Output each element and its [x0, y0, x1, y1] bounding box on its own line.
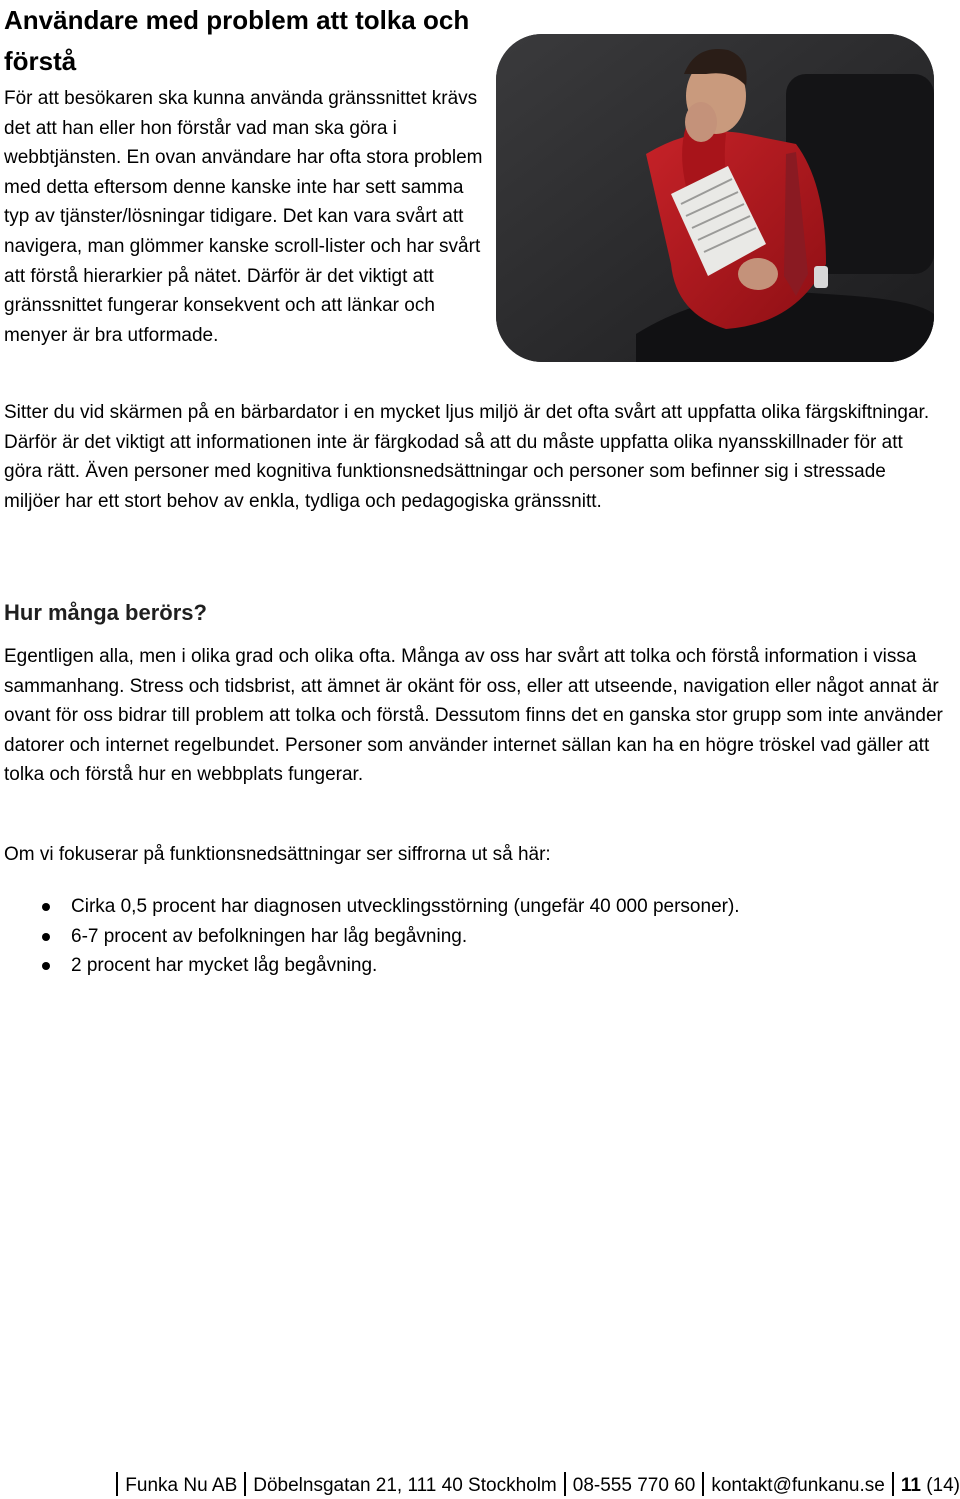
- bullet-icon: [42, 962, 50, 970]
- footer-divider: [564, 1472, 566, 1496]
- footer-company: Funka Nu AB: [125, 1475, 238, 1496]
- footer-address: Döbelnsgatan 21, 111 40 Stockholm: [253, 1475, 557, 1496]
- list-item: Cirka 0,5 procent har diagnosen utvecklingsstörning (ungefär 40 000 personer).: [0, 892, 940, 922]
- list-item: 2 procent har mycket låg begåvning.: [0, 951, 940, 981]
- statistics-list: [0, 892, 940, 981]
- page-total: (14): [926, 1475, 960, 1496]
- page-footer: [109, 1472, 960, 1499]
- footer-divider: [702, 1472, 704, 1496]
- bullet-icon: [42, 933, 50, 941]
- paragraph-bright-environment: Sitter du vid skärmen på en bärbardator i en mycket ljus miljö är det ofta svårt att uppfatta olika färgskiftningar. Därför är det viktigt att informationen inte är färgkodad så att du måste uppfatta olika nyansskillnader för att göra rätt. Även personer med kognitiva funktionsnedsättningar och personer som befinner sig i stressade miljöer har ett stort behov av enkla, tydliga och pedagogiska gränssnitt.: [4, 402, 930, 512]
- footer-phone: 08-555 770 60: [572, 1475, 696, 1496]
- bullet-icon: [42, 903, 50, 911]
- paragraph-statistics-intro: Om vi fokuserar på funktionsnedsättningar ser siffrorna ut så här:: [4, 844, 551, 865]
- footer-divider: [244, 1472, 246, 1496]
- page-heading: Användare med problem att tolka och förstå: [4, 5, 470, 76]
- paragraph-how-many: Egentligen alla, men i olika grad och olika ofta. Många av oss har svårt att tolka och förstå information i vissa sammanhang. Stress och tidsbrist, att ämnet är okänt för oss, eller att utseende, navigation eller något annat är ovant för oss bidrar till problem att tolka och förstå. Dessutom finns det en ganska stor grupp som inte använder datorer och internet regelbundet. Personer som använder internet sällan kan ha en högre tröskel vad gäller att tolka och förstå hur en webbplats fungerar.: [4, 646, 943, 786]
- footer-email[interactable]: kontakt@funkanu.se: [711, 1475, 885, 1496]
- man-reading-newspaper-photo: [496, 34, 934, 362]
- intro-paragraph: För att besökaren ska kunna använda gränssnittet krävs det att han eller hon förstår vad man ska göra i webbtjänsten. En ovan användare har ofta stora problem med detta eftersom denne kanske inte har sett samma typ av tjänster/lösningar tidigare. Det kan vara svårt att navigera, man glömmer kanske scroll-lister och har svårt att förstå hierarkier på nätet. Därför är det viktigt att gränssnittet fungerar konsekvent och att länkar och menyer är bra utformade.: [4, 88, 483, 346]
- list-item: 6-7 procent av befolkningen har låg begåvning.: [0, 922, 940, 952]
- footer-divider: [116, 1472, 118, 1496]
- subheading-how-many: Hur många berörs?: [4, 600, 207, 625]
- footer-divider: [892, 1472, 894, 1496]
- page-number: 11: [900, 1475, 921, 1496]
